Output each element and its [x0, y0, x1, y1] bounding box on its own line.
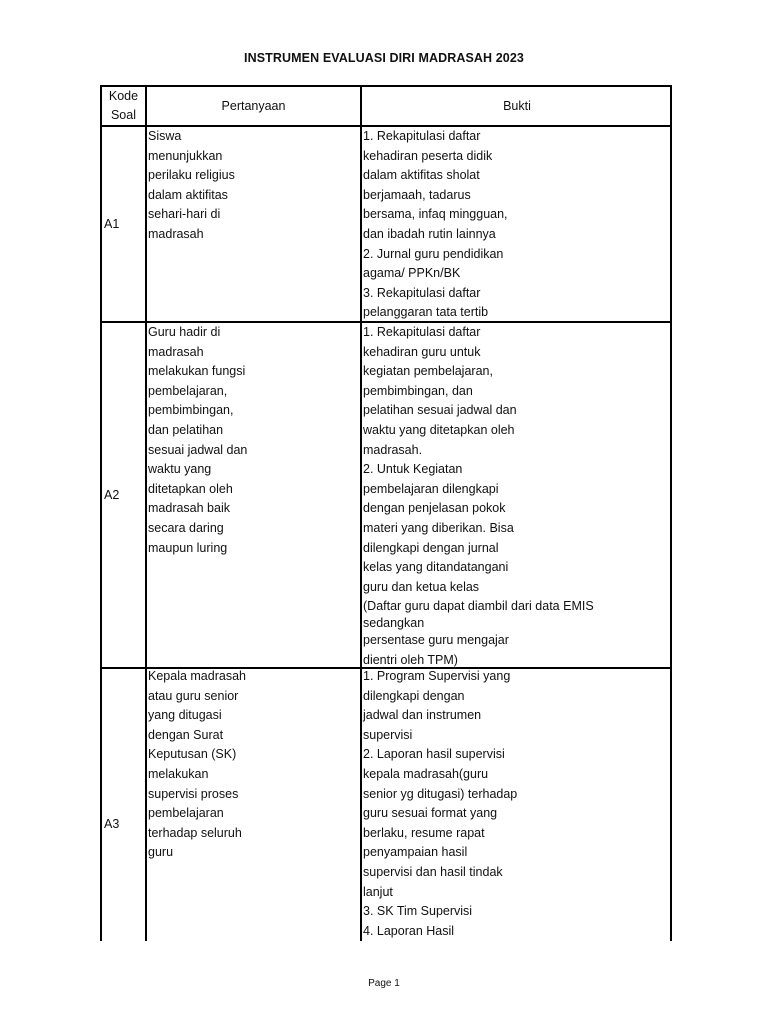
question-line: pembelajaran: [148, 806, 224, 821]
evidence-line: berlaku, resume rapat: [363, 825, 485, 840]
question-line: pembimbingan,: [148, 403, 234, 418]
evidence-a1: [363, 127, 671, 323]
question-line: menunjukkan: [148, 148, 223, 163]
question-a2: [148, 323, 358, 558]
header-bukti: Bukti: [503, 98, 531, 113]
question-line: madrasah: [148, 344, 204, 359]
question-line: madrasah: [148, 226, 204, 241]
document-title: INSTRUMEN EVALUASI DIRI MADRASAH 2023: [244, 51, 524, 65]
question-line: sesuai jadwal dan: [148, 442, 248, 457]
row-code-a2: A2: [104, 488, 120, 502]
evidence-line: pelatihan sesuai jadwal dan: [363, 403, 517, 418]
evidence-line: senior yg ditugasi) terhadap: [363, 786, 518, 801]
page-number: Page 1: [368, 978, 400, 989]
header-kode-soal: [102, 87, 145, 125]
question-line: dan pelatihan: [148, 422, 224, 437]
evidence-line: supervisi dan hasil tindak: [363, 864, 503, 879]
evidence-line: kepala madrasah(guru: [363, 766, 489, 781]
evidence-line: madrasah.: [363, 442, 423, 457]
evidence-line: 1. Rekapitulasi daftar: [363, 129, 481, 143]
question-line: supervisi proses: [148, 786, 239, 801]
row-code-a3: A3: [104, 817, 120, 831]
evidence-line: pembelajaran dilengkapi: [363, 481, 499, 496]
question-line: ditetapkan oleh: [148, 481, 233, 496]
evidence-line: pembimbingan, dan: [363, 383, 473, 398]
evidence-line: 4. Laporan Hasil: [363, 923, 455, 938]
evidence-line: materi yang diberikan. Bisa: [363, 520, 514, 535]
evidence-line: sedangkan: [363, 616, 425, 631]
column-divider-2: [360, 87, 362, 941]
question-line: dalam aktifitas: [148, 187, 228, 202]
evidence-line: penyampaian hasil: [363, 845, 468, 860]
evidence-line: lanjut: [363, 884, 393, 899]
question-line: melakukan: [148, 766, 209, 781]
question-line: pembelajaran,: [148, 383, 228, 398]
question-line: waktu yang: [148, 462, 212, 477]
evidence-line: kehadiran peserta didik: [363, 148, 493, 163]
question-line: atau guru senior: [148, 688, 239, 703]
question-a1: [148, 127, 358, 245]
question-line: maupun luring: [148, 540, 228, 555]
evidence-line: dalam aktifitas sholat: [363, 168, 480, 183]
question-line: Siswa: [148, 129, 182, 143]
evidence-line: 1. Rekapitulasi daftar: [363, 325, 481, 339]
evidence-line: pelanggaran tata tertib: [363, 305, 489, 320]
question-line: Kepala madrasah: [148, 669, 246, 683]
question-line: guru: [148, 845, 174, 860]
evidence-line: guru sesuai format yang: [363, 806, 498, 821]
question-line: sehari-hari di: [148, 207, 221, 222]
header-kode-line1: Kode: [108, 89, 139, 103]
evidence-line: 2. Untuk Kegiatan: [363, 462, 463, 477]
evidence-line: kelas yang ditandatangani: [363, 560, 509, 575]
question-line: perilaku religius: [148, 168, 235, 183]
evidence-line: dilengkapi dengan: [363, 688, 465, 703]
header-kode-line2: Soal: [110, 108, 136, 122]
evidence-line: supervisi: [363, 727, 413, 742]
evidence-line: dilengkapi dengan jurnal: [363, 540, 499, 555]
question-line: Keputusan (SK): [148, 747, 237, 762]
evidence-line: dan ibadah rutin lainnya: [363, 226, 496, 241]
question-line: Guru hadir di: [148, 325, 221, 339]
header-pertanyaan: Pertanyaan: [221, 98, 286, 113]
evidence-line: 3. SK Tim Supervisi: [363, 904, 473, 919]
evidence-line: kegiatan pembelajaran,: [363, 364, 493, 379]
question-line: secara daring: [148, 520, 224, 535]
column-divider-1: [145, 87, 147, 941]
evidence-a2: [363, 323, 671, 671]
question-line: dengan Surat: [148, 727, 224, 742]
question-a3: [148, 667, 358, 863]
question-line: terhadap seluruh: [148, 825, 242, 840]
evidence-a3: [363, 667, 671, 941]
evidence-line: bersama, infaq mingguan,: [363, 207, 508, 222]
evidence-line: (Daftar guru dapat diambil dari data EMIS: [363, 599, 594, 614]
question-line: madrasah baik: [148, 501, 230, 516]
evidence-line: waktu yang ditetapkan oleh: [363, 422, 515, 437]
row-code-a1: A1: [104, 217, 120, 231]
question-line: melakukan fungsi: [148, 364, 246, 379]
question-line: yang ditugasi: [148, 708, 222, 723]
evidence-line: berjamaah, tadarus: [363, 187, 471, 202]
evidence-line: guru dan ketua kelas: [363, 579, 480, 594]
evidence-line: dengan penjelasan pokok: [363, 501, 506, 516]
evaluation-table: [100, 85, 672, 941]
evidence-line: 1. Program Supervisi yang: [363, 669, 511, 683]
evidence-line: 2. Jurnal guru pendidikan: [363, 246, 504, 261]
evidence-line: kehadiran guru untuk: [363, 344, 481, 359]
evidence-line: 2. Laporan hasil supervisi: [363, 747, 505, 762]
evidence-line: 3. Rekapitulasi daftar: [363, 285, 481, 300]
evidence-line: agama/ PPKn/BK: [363, 266, 461, 281]
evidence-line: persentase guru mengajar: [363, 633, 509, 648]
evidence-line: jadwal dan instrumen: [363, 708, 482, 723]
evidence-line: dientri oleh TPM): [363, 652, 458, 667]
